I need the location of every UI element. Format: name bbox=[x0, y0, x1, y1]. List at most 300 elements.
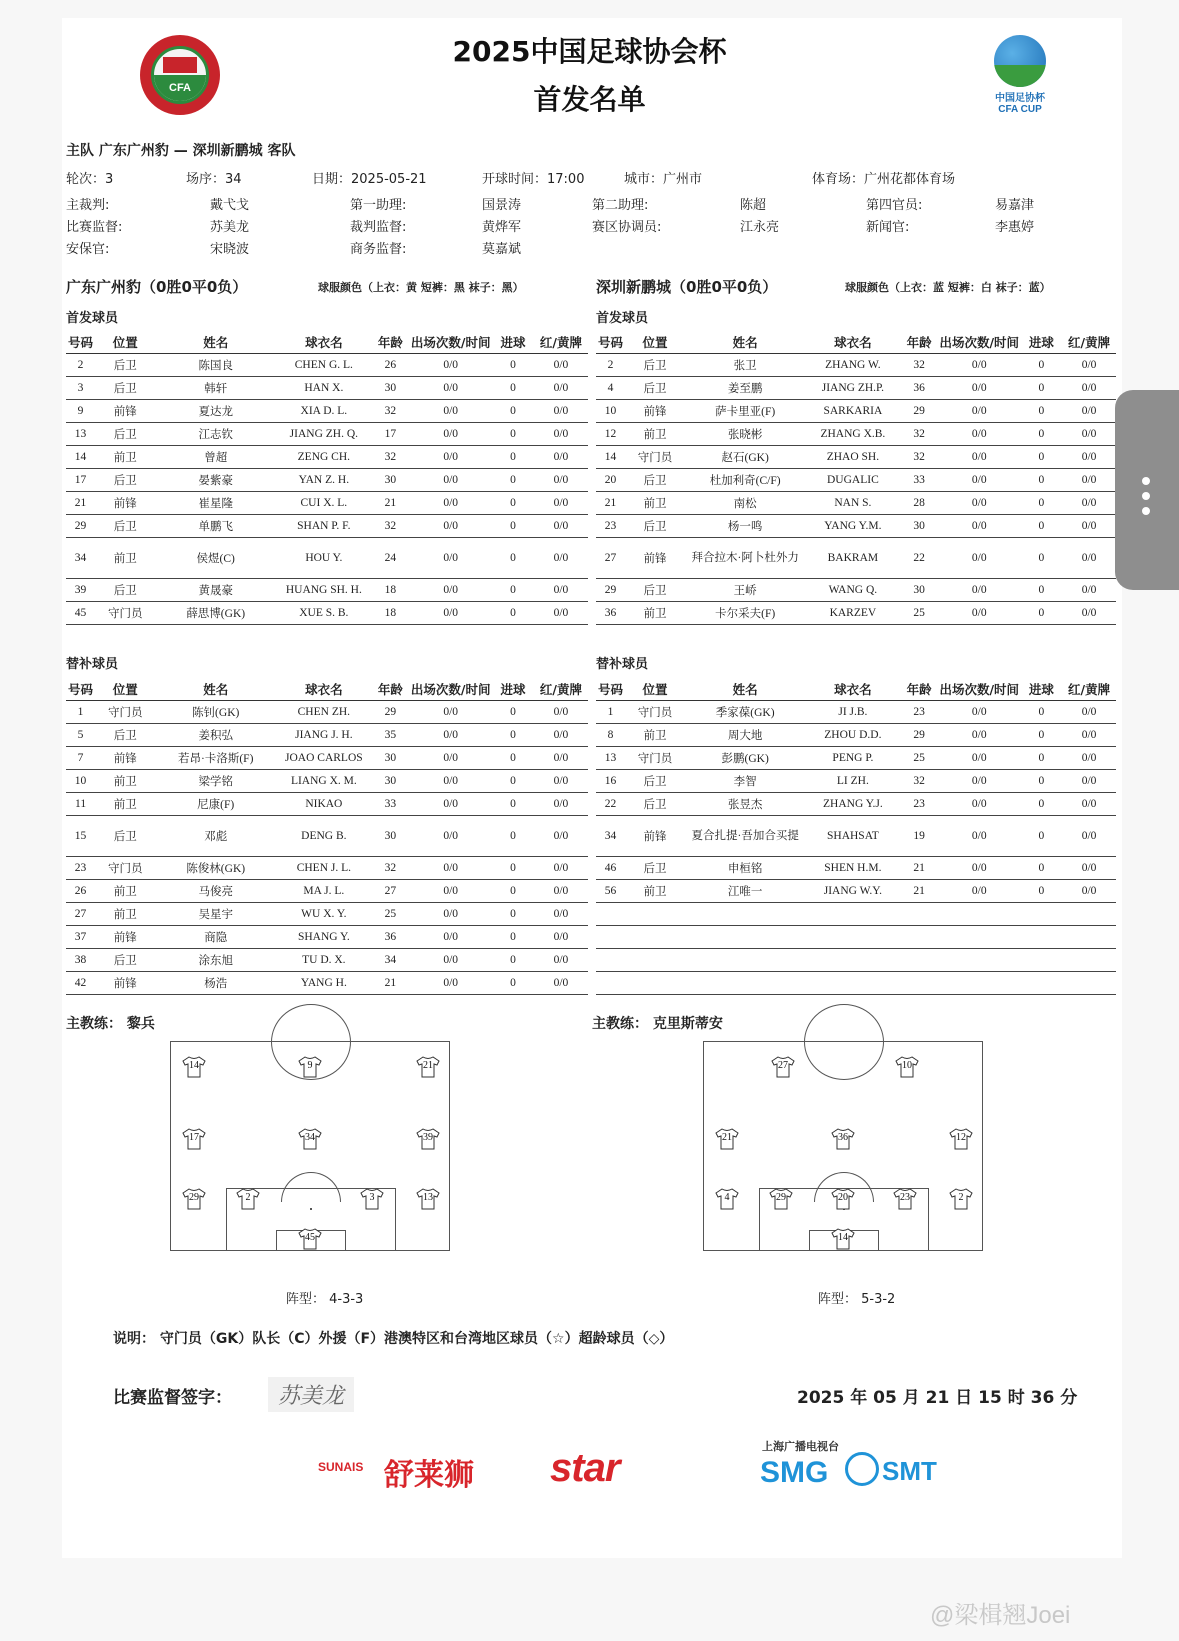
jersey-number: 21 bbox=[722, 1132, 732, 1143]
signature-label: 比赛监督签字： bbox=[113, 1388, 232, 1408]
table-cell: 8 bbox=[596, 724, 625, 747]
table-cell: 0/0 bbox=[534, 538, 588, 579]
table-cell bbox=[625, 926, 685, 949]
more-options-button[interactable] bbox=[1115, 390, 1179, 590]
table-cell: 夏达龙 bbox=[155, 400, 276, 423]
table-cell: 0/0 bbox=[409, 793, 492, 816]
table-cell: 35 bbox=[372, 724, 409, 747]
jersey-number: 10 bbox=[902, 1060, 912, 1071]
jersey-number: 21 bbox=[423, 1060, 433, 1071]
table-cell: 张昱杰 bbox=[685, 793, 805, 816]
table-cell: 王峤 bbox=[685, 579, 805, 602]
table-cell: 后卫 bbox=[625, 469, 685, 492]
table-row bbox=[596, 724, 1116, 747]
table-cell: 薛思博(GK) bbox=[155, 602, 276, 625]
table-cell: 0/0 bbox=[1062, 857, 1116, 880]
table-cell: 杨一鸣 bbox=[685, 515, 805, 538]
table-cell: 22 bbox=[596, 793, 625, 816]
jersey-icon bbox=[415, 1056, 441, 1078]
column-header: 姓名 bbox=[685, 678, 805, 701]
table-cell: 0/0 bbox=[409, 579, 492, 602]
sign-datetime: 2025 年 05 月 21 日 15 时 36 分 bbox=[797, 1388, 1078, 1408]
teams-line: 主队 广东广州豹 — 深圳新鹏城 客队 bbox=[66, 143, 296, 159]
table-cell bbox=[1062, 926, 1116, 949]
table-cell: 前卫 bbox=[95, 880, 155, 903]
table-cell: 张卫 bbox=[685, 354, 805, 377]
table-cell: 陈国良 bbox=[155, 354, 276, 377]
table-cell: 10 bbox=[66, 770, 95, 793]
cfa-cup-cn: 中国足协杯 bbox=[995, 93, 1045, 104]
table-row bbox=[596, 469, 1116, 492]
table-cell bbox=[938, 903, 1021, 926]
jersey-icon bbox=[181, 1188, 207, 1210]
home-subs-table bbox=[66, 678, 588, 995]
table-row bbox=[596, 423, 1116, 446]
table-cell: 后卫 bbox=[625, 515, 685, 538]
table-cell: 0/0 bbox=[409, 949, 492, 972]
table-cell: 0/0 bbox=[938, 354, 1021, 377]
table-cell: 邓彪 bbox=[155, 816, 276, 857]
table-cell: 0/0 bbox=[409, 701, 492, 724]
table-cell: 崔星隆 bbox=[155, 492, 276, 515]
table-cell: 0/0 bbox=[409, 724, 492, 747]
jersey-icon bbox=[714, 1188, 740, 1210]
table-cell: 0/0 bbox=[409, 423, 492, 446]
table-cell: 18 bbox=[372, 579, 409, 602]
table-cell: 17 bbox=[372, 423, 409, 446]
table-cell: 0/0 bbox=[1062, 747, 1116, 770]
table-cell: 前卫 bbox=[95, 793, 155, 816]
table-cell: 36 bbox=[901, 377, 938, 400]
table-cell: 曾超 bbox=[155, 446, 276, 469]
table-cell: 23 bbox=[901, 701, 938, 724]
table-cell: 前锋 bbox=[625, 816, 685, 857]
table-cell: 后卫 bbox=[625, 354, 685, 377]
table-cell: 0/0 bbox=[938, 747, 1021, 770]
table-cell: 7 bbox=[66, 747, 95, 770]
table-cell bbox=[805, 903, 900, 926]
table-cell: 0/0 bbox=[534, 354, 588, 377]
table-cell bbox=[1021, 949, 1062, 972]
table-cell: HAN X. bbox=[276, 377, 372, 400]
table-cell bbox=[596, 926, 625, 949]
table-cell: 0/0 bbox=[409, 972, 492, 995]
table-cell: 0 bbox=[1021, 880, 1062, 903]
table-cell: CUI X. L. bbox=[276, 492, 372, 515]
stadium: 体育场：广州花都体育场 bbox=[812, 172, 956, 187]
table-cell: ZHOU D.D. bbox=[805, 724, 900, 747]
table-cell: 0/0 bbox=[534, 972, 588, 995]
penalty-spot bbox=[310, 1208, 312, 1210]
jersey-icon bbox=[830, 1128, 856, 1150]
table-cell: 42 bbox=[66, 972, 95, 995]
table-cell: SARKARIA bbox=[805, 400, 900, 423]
column-header: 号码 bbox=[66, 678, 95, 701]
table-header-row bbox=[66, 331, 588, 354]
table-cell: 32 bbox=[901, 354, 938, 377]
table-row bbox=[66, 949, 588, 972]
home-subs-label: 替补球员 bbox=[66, 657, 119, 672]
cfa-cup-en: CFA CUP bbox=[998, 104, 1042, 115]
official-role: 主裁判: bbox=[66, 198, 110, 213]
table-cell: 0/0 bbox=[938, 857, 1021, 880]
table-cell: 0 bbox=[1021, 515, 1062, 538]
table-cell: 10 bbox=[596, 400, 625, 423]
jersey-icon bbox=[714, 1128, 740, 1150]
column-header: 号码 bbox=[596, 331, 625, 354]
table-cell bbox=[685, 949, 805, 972]
table-cell: 0/0 bbox=[409, 400, 492, 423]
table-cell bbox=[1062, 903, 1116, 926]
table-cell: 江唯一 bbox=[685, 880, 805, 903]
table-row bbox=[66, 423, 588, 446]
column-header: 位置 bbox=[625, 678, 685, 701]
table-row bbox=[596, 515, 1116, 538]
official-name: 国景涛 bbox=[482, 198, 522, 213]
jersey-icon bbox=[359, 1188, 385, 1210]
table-cell: 0/0 bbox=[534, 926, 588, 949]
table-cell: 25 bbox=[901, 602, 938, 625]
table-cell: JIANG J. H. bbox=[276, 724, 372, 747]
table-cell: 4 bbox=[596, 377, 625, 400]
table-cell: 0/0 bbox=[534, 377, 588, 400]
official-name: 黄烨军 bbox=[482, 220, 522, 235]
table-row bbox=[596, 446, 1116, 469]
table-cell: 25 bbox=[372, 903, 409, 926]
jersey-number: 17 bbox=[189, 1132, 199, 1143]
table-cell: 后卫 bbox=[95, 579, 155, 602]
kickoff-time: 开球时间：17:00 bbox=[482, 172, 585, 187]
official-role: 商务监督: bbox=[350, 242, 407, 257]
table-cell bbox=[596, 949, 625, 972]
table-cell: 15 bbox=[66, 816, 95, 857]
table-cell: 0/0 bbox=[409, 538, 492, 579]
table-cell: 0/0 bbox=[409, 354, 492, 377]
column-header: 年龄 bbox=[372, 678, 409, 701]
official-name: 李惠婷 bbox=[995, 220, 1035, 235]
table-cell: 卡尔采夫(F) bbox=[685, 602, 805, 625]
table-row bbox=[596, 816, 1116, 857]
column-header: 红/黄牌 bbox=[1062, 678, 1116, 701]
column-header: 年龄 bbox=[901, 678, 938, 701]
table-cell: JIANG ZH. Q. bbox=[276, 423, 372, 446]
table-cell: 0 bbox=[1021, 400, 1062, 423]
table-cell: 39 bbox=[66, 579, 95, 602]
table-cell: 1 bbox=[66, 701, 95, 724]
table-cell: 0/0 bbox=[1062, 469, 1116, 492]
table-cell: 0/0 bbox=[409, 469, 492, 492]
round: 轮次：3 bbox=[66, 172, 114, 187]
table-cell: 0 bbox=[1021, 579, 1062, 602]
table-cell: 0/0 bbox=[1062, 602, 1116, 625]
table-row bbox=[66, 579, 588, 602]
table-row bbox=[596, 354, 1116, 377]
jersey-number: 27 bbox=[778, 1060, 788, 1071]
table-cell: 13 bbox=[66, 423, 95, 446]
home-formation: 阵型： 4-3-3 bbox=[286, 1292, 364, 1307]
table-cell: 后卫 bbox=[95, 469, 155, 492]
away-formation: 阵型： 5-3-2 bbox=[818, 1292, 896, 1307]
table-cell: 0 bbox=[492, 903, 534, 926]
away-team-name: 深圳新鹏城（0胜0平0负） bbox=[596, 278, 778, 296]
table-cell: 0/0 bbox=[1062, 793, 1116, 816]
table-cell: 0 bbox=[1021, 446, 1062, 469]
table-cell: 0 bbox=[492, 770, 534, 793]
table-cell: 32 bbox=[901, 423, 938, 446]
table-cell: 0 bbox=[1021, 770, 1062, 793]
jersey-icon bbox=[181, 1128, 207, 1150]
official-name: 莫嘉斌 bbox=[482, 242, 522, 257]
table-cell: 0/0 bbox=[409, 515, 492, 538]
table-cell: 0/0 bbox=[938, 469, 1021, 492]
jersey-icon bbox=[830, 1228, 856, 1250]
table-row bbox=[596, 701, 1116, 724]
table-row bbox=[66, 903, 588, 926]
jersey-number: 29 bbox=[776, 1192, 786, 1203]
jersey-number: 23 bbox=[900, 1192, 910, 1203]
table-cell: 0/0 bbox=[409, 602, 492, 625]
table-cell: 0/0 bbox=[1062, 538, 1116, 579]
table-cell bbox=[1062, 949, 1116, 972]
table-cell: 0/0 bbox=[938, 724, 1021, 747]
table-row bbox=[596, 377, 1116, 400]
table-cell: 0 bbox=[1021, 793, 1062, 816]
table-cell: 0 bbox=[492, 423, 534, 446]
table-cell: 21 bbox=[901, 880, 938, 903]
official-name: 苏美龙 bbox=[210, 220, 250, 235]
table-cell: 0/0 bbox=[534, 400, 588, 423]
table-cell: 0/0 bbox=[534, 880, 588, 903]
table-cell: 0/0 bbox=[1062, 377, 1116, 400]
table-cell: ZENG CH. bbox=[276, 446, 372, 469]
match-number: 场序：34 bbox=[186, 172, 242, 187]
table-cell: 21 bbox=[901, 857, 938, 880]
table-cell: SHEN H.M. bbox=[805, 857, 900, 880]
away-kit-colors: 球服颜色（上衣：蓝 短裤：白 袜子：蓝） bbox=[845, 281, 1051, 294]
table-cell: 前卫 bbox=[95, 903, 155, 926]
jersey-icon bbox=[892, 1188, 918, 1210]
table-cell: 南松 bbox=[685, 492, 805, 515]
table-header-row bbox=[66, 678, 588, 701]
column-header: 号码 bbox=[596, 678, 625, 701]
table-cell: 前锋 bbox=[95, 972, 155, 995]
table-cell bbox=[938, 972, 1021, 995]
table-cell: 0/0 bbox=[938, 492, 1021, 515]
official-name: 陈超 bbox=[740, 198, 767, 213]
table-row bbox=[66, 816, 588, 857]
table-cell: DENG B. bbox=[276, 816, 372, 857]
jersey-number: 4 bbox=[724, 1192, 730, 1203]
table-cell: 前锋 bbox=[95, 926, 155, 949]
table-cell: 29 bbox=[901, 400, 938, 423]
jersey-number: 2 bbox=[958, 1192, 964, 1203]
table-cell: 0 bbox=[1021, 701, 1062, 724]
table-cell: 32 bbox=[372, 446, 409, 469]
table-cell: 3 bbox=[66, 377, 95, 400]
table-cell: WU X. Y. bbox=[276, 903, 372, 926]
table-cell: 赵石(GK) bbox=[685, 446, 805, 469]
table-cell bbox=[1021, 903, 1062, 926]
table-cell: 后卫 bbox=[95, 377, 155, 400]
table-cell: 前锋 bbox=[625, 538, 685, 579]
table-cell: 梁学铭 bbox=[155, 770, 276, 793]
table-cell: 26 bbox=[372, 354, 409, 377]
column-header: 年龄 bbox=[901, 331, 938, 354]
table-cell: 单鹏飞 bbox=[155, 515, 276, 538]
table-cell: 0 bbox=[1021, 377, 1062, 400]
table-cell: 前卫 bbox=[625, 423, 685, 446]
table-cell: 0/0 bbox=[1062, 770, 1116, 793]
table-cell: 0/0 bbox=[534, 816, 588, 857]
table-cell: 后卫 bbox=[625, 793, 685, 816]
table-row bbox=[596, 770, 1116, 793]
table-cell: 前卫 bbox=[625, 724, 685, 747]
table-row bbox=[66, 538, 588, 579]
table-row bbox=[66, 469, 588, 492]
table-cell: 0 bbox=[492, 492, 534, 515]
table-row bbox=[596, 538, 1116, 579]
table-cell: 19 bbox=[901, 816, 938, 857]
table-cell: 0/0 bbox=[409, 446, 492, 469]
table-cell: 30 bbox=[372, 747, 409, 770]
jersey-icon bbox=[415, 1128, 441, 1150]
table-cell: 0/0 bbox=[938, 377, 1021, 400]
table-row bbox=[596, 492, 1116, 515]
table-cell: 后卫 bbox=[625, 857, 685, 880]
table-cell: 前卫 bbox=[95, 538, 155, 579]
table-cell: 27 bbox=[372, 880, 409, 903]
table-row bbox=[66, 492, 588, 515]
table-row bbox=[66, 515, 588, 538]
table-row bbox=[596, 880, 1116, 903]
jersey-number: 45 bbox=[305, 1232, 315, 1243]
column-header: 球衣名 bbox=[276, 678, 372, 701]
table-cell: 守门员 bbox=[625, 747, 685, 770]
table-cell: JIANG ZH.P. bbox=[805, 377, 900, 400]
column-header: 年龄 bbox=[372, 331, 409, 354]
table-row bbox=[66, 446, 588, 469]
table-cell: 守门员 bbox=[95, 701, 155, 724]
legend: 说明： 守门员（GK）队长（C）外援（F）港澳特区和台湾地区球员（☆）超龄球员（◇） bbox=[113, 1331, 674, 1347]
away-formation-pitch bbox=[703, 1041, 983, 1251]
column-header: 红/黄牌 bbox=[534, 331, 588, 354]
table-cell: WANG Q. bbox=[805, 579, 900, 602]
table-cell: 17 bbox=[66, 469, 95, 492]
home-kit-colors: 球服颜色（上衣：黄 短裤：黑 袜子：黑） bbox=[318, 281, 524, 294]
table-cell: SHAHSAT bbox=[805, 816, 900, 857]
table-cell: 张晓彬 bbox=[685, 423, 805, 446]
table-row bbox=[596, 400, 1116, 423]
table-cell: 后卫 bbox=[625, 579, 685, 602]
official-role: 赛区协调员: bbox=[592, 220, 662, 235]
table-cell: SHANG Y. bbox=[276, 926, 372, 949]
jersey-number: 29 bbox=[189, 1192, 199, 1203]
column-header: 号码 bbox=[66, 331, 95, 354]
table-cell: 守门员 bbox=[625, 446, 685, 469]
column-header: 姓名 bbox=[685, 331, 805, 354]
table-cell: 0/0 bbox=[534, 770, 588, 793]
table-row bbox=[66, 400, 588, 423]
column-header: 进球 bbox=[1021, 331, 1062, 354]
star-logo: star bbox=[550, 1446, 620, 1490]
table-cell: 晏紫豪 bbox=[155, 469, 276, 492]
table-cell: 21 bbox=[66, 492, 95, 515]
table-cell: 0/0 bbox=[534, 423, 588, 446]
more-dot-icon bbox=[1142, 477, 1150, 485]
table-cell: 0/0 bbox=[938, 538, 1021, 579]
table-cell bbox=[938, 949, 1021, 972]
jersey-icon bbox=[235, 1188, 261, 1210]
table-cell: 20 bbox=[596, 469, 625, 492]
table-cell: 夏合扎提·吾加合买提 bbox=[685, 816, 805, 857]
table-cell: 0/0 bbox=[409, 747, 492, 770]
table-cell: 0/0 bbox=[1062, 880, 1116, 903]
official-role: 安保官: bbox=[66, 242, 110, 257]
table-cell: KARZEV bbox=[805, 602, 900, 625]
more-dot-icon bbox=[1142, 492, 1150, 500]
cfa-logo-text: CFA bbox=[154, 75, 206, 101]
table-cell: TU D. X. bbox=[276, 949, 372, 972]
table-cell: 0/0 bbox=[534, 579, 588, 602]
table-cell: 0/0 bbox=[409, 857, 492, 880]
column-header: 出场次数/时间 bbox=[409, 331, 492, 354]
table-cell: 0/0 bbox=[1062, 701, 1116, 724]
table-row bbox=[66, 724, 588, 747]
table-cell: YANG Y.M. bbox=[805, 515, 900, 538]
table-row bbox=[596, 793, 1116, 816]
jersey-icon bbox=[297, 1228, 323, 1250]
table-cell: ZHANG Y.J. bbox=[805, 793, 900, 816]
jersey-icon bbox=[830, 1188, 856, 1210]
jersey-number: 14 bbox=[838, 1232, 848, 1243]
table-cell: 0 bbox=[492, 469, 534, 492]
table-cell: 21 bbox=[372, 492, 409, 515]
table-cell: 33 bbox=[901, 469, 938, 492]
table-cell: 前卫 bbox=[95, 446, 155, 469]
table-cell: 0 bbox=[492, 926, 534, 949]
jersey-icon bbox=[297, 1128, 323, 1150]
table-cell bbox=[901, 972, 938, 995]
table-cell: 34 bbox=[66, 538, 95, 579]
table-cell: 商隐 bbox=[155, 926, 276, 949]
column-header: 红/黄牌 bbox=[534, 678, 588, 701]
smg-logo: SMG bbox=[760, 1456, 829, 1489]
table-cell: MA J. L. bbox=[276, 880, 372, 903]
jersey-icon bbox=[768, 1188, 794, 1210]
table-cell: 29 bbox=[596, 579, 625, 602]
table-row bbox=[596, 972, 1116, 995]
table-cell: 0/0 bbox=[534, 446, 588, 469]
column-header: 球衣名 bbox=[805, 331, 900, 354]
table-cell: 32 bbox=[372, 515, 409, 538]
jersey-icon bbox=[894, 1056, 920, 1078]
jersey-number: 13 bbox=[423, 1192, 433, 1203]
table-cell: 周大地 bbox=[685, 724, 805, 747]
table-cell: 32 bbox=[901, 770, 938, 793]
table-cell: 0/0 bbox=[938, 446, 1021, 469]
table-row bbox=[66, 926, 588, 949]
table-cell: 0/0 bbox=[1062, 579, 1116, 602]
table-cell: 28 bbox=[901, 492, 938, 515]
table-cell: 杜加利奇(C/F) bbox=[685, 469, 805, 492]
home-formation-pitch bbox=[170, 1041, 450, 1251]
table-cell: 29 bbox=[372, 701, 409, 724]
table-cell: 32 bbox=[372, 400, 409, 423]
table-row bbox=[66, 770, 588, 793]
table-cell: 侯煜(C) bbox=[155, 538, 276, 579]
table-cell: 9 bbox=[66, 400, 95, 423]
jersey-number: 2 bbox=[245, 1192, 251, 1203]
